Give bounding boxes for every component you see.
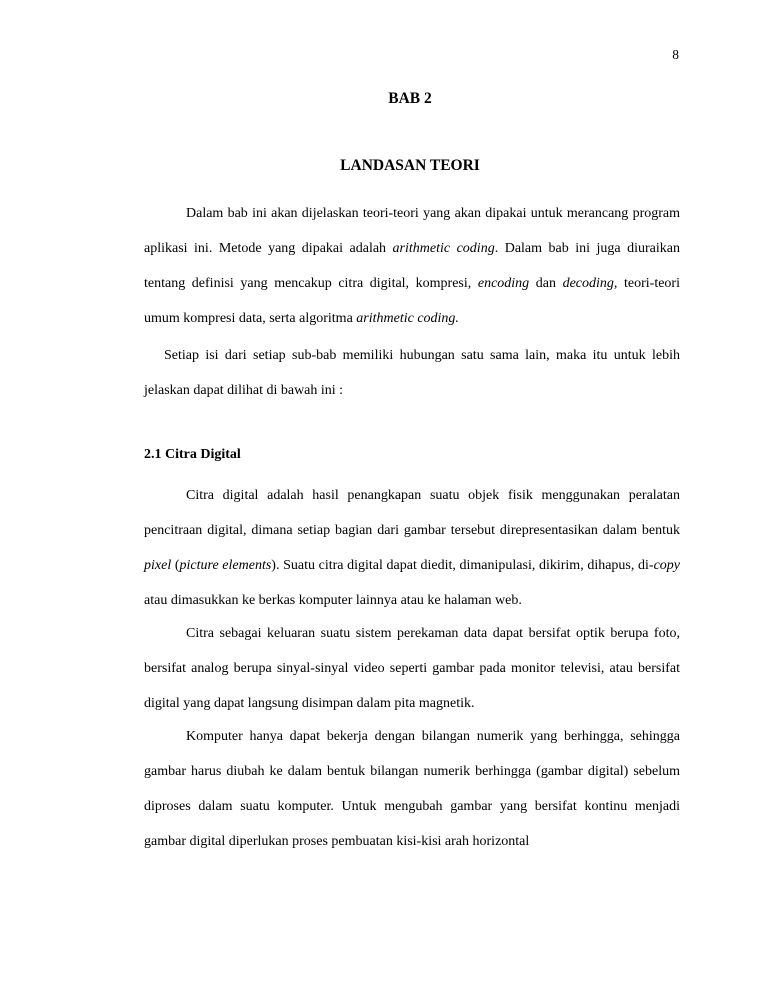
chapter-title: LANDASAN TEORI (340, 157, 480, 174)
chapter-number: BAB 2 (388, 90, 432, 107)
text-run: Komputer hanya dapat bekerja dengan bilangan numerik yang berhingga, sehingga gambar harus diubah ke dalam bentuk bilangan numerik berhingga (gambar digital) sebelum diproses dalam suatu komputer. Untuk mengubah gambar yang bersifat kontinu menjadi gambar digital diperlukan proses pembuatan kisi-kisi arah horizontal (144, 729, 680, 849)
text-run: Citra digital adalah hasil penangkapan suatu objek fisik menggunakan peralatan pencitraan digital, dimana setiap bagian dari gambar tersebut direpresentasikan dalam bentuk (144, 488, 680, 538)
italic-term: encoding (477, 276, 530, 291)
page-number: 8 (672, 47, 679, 62)
intro-paragraph-1 (144, 196, 680, 336)
italic-term: decoding (562, 276, 614, 291)
text-run: atau dimasukkan ke berkas komputer lainnya atau ke halaman web. (144, 593, 522, 608)
italic-term: pixel (144, 558, 172, 573)
text-run: Dalam bab ini akan dijelaskan teori-teori yang akan dipakai untuk merancang program aplikasi ini. Metode yang dipakai adalah (144, 206, 680, 256)
text-run: dan (529, 276, 563, 291)
section-heading: 2.1 Citra Digital (144, 447, 241, 462)
italic-term: arithmetic coding. (356, 311, 459, 326)
section-paragraph-3 (144, 719, 680, 859)
italic-term: arithmetic coding (392, 241, 495, 256)
section-paragraph-2 (144, 616, 680, 721)
text-run: Citra sebagai keluaran suatu sistem perekaman data dapat bersifat optik berupa foto, bersifat analog berupa sinyal-sinyal video seperti gambar pada monitor televisi, atau bersifat digital yang dapat langsung disimpan dalam pita magnetik. (144, 626, 680, 711)
text-run: ). Suatu citra digital dapat diedit, dimanipulasi, dikirim, dihapus, di- (271, 558, 654, 573)
intro-paragraph-2 (144, 338, 680, 408)
text-run: Setiap isi dari setiap sub-bab memiliki hubungan satu sama lain, maka itu untuk lebih jelaskan dapat dilihat di bawah ini : (144, 348, 680, 398)
section-paragraph-1 (144, 478, 680, 618)
text-run: ( (171, 558, 180, 573)
text-run: . Dalam bab ini juga diuraikan tentang definisi yang mencakup citra digital, kompresi, (144, 241, 680, 291)
italic-term: copy (653, 558, 681, 573)
text-run: , teori-teori umum kompresi data, serta algoritma (144, 276, 680, 326)
italic-term: picture elements (179, 558, 272, 573)
